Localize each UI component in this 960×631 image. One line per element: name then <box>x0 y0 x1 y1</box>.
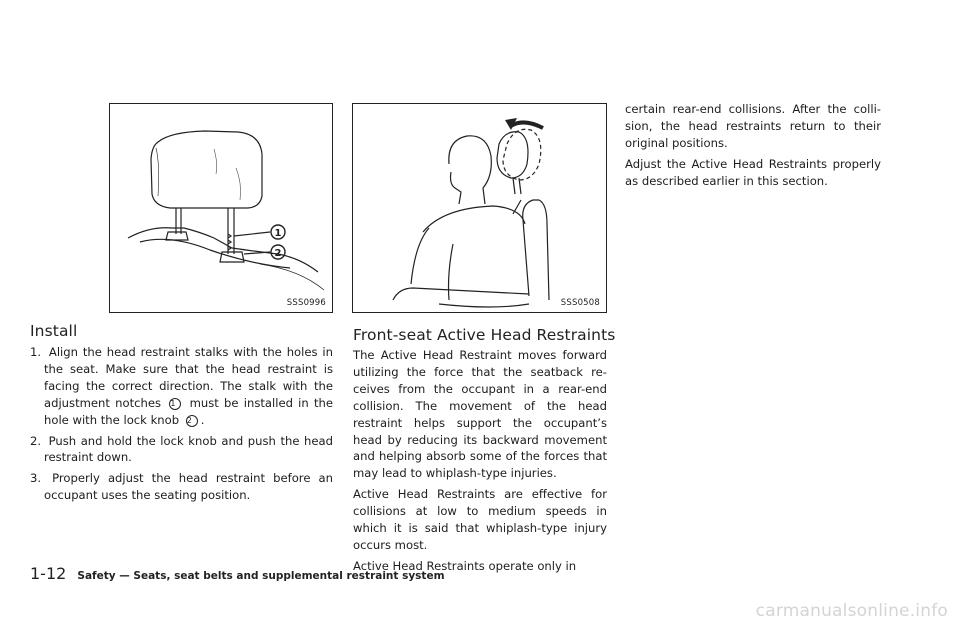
paragraph: Active Head Restraints are effective for collisions at low to medium speeds in which it is said that whiplash-type injury occurs most. <box>353 487 607 552</box>
figure-code: SSS0996 <box>286 298 326 308</box>
install-steps <box>30 344 333 508</box>
right-column-text <box>625 101 881 194</box>
head-restraint-illustration <box>110 104 334 314</box>
active-head-restraints-text <box>353 347 607 579</box>
paragraph: Active Head Restraints operate only in <box>353 558 577 573</box>
section-heading-install: Install <box>30 322 78 340</box>
list-item: 2. Push and hold the lock knob and push the head restraint down. <box>30 433 333 465</box>
page-number: 1-12 <box>30 564 67 583</box>
paragraph: Adjust the Active Head Restraints properly as described earlier in this section. <box>625 156 881 188</box>
list-item: 3. Properly adjust the head restraint before an occupant uses the seating position. <box>30 471 334 503</box>
figure-code: SSS0508 <box>560 298 600 308</box>
paragraph: certain rear-end collisions. After the colli-sion, the head restraints return to their original positions. <box>625 102 881 150</box>
page-footer <box>30 564 445 583</box>
marker-1-icon: 1 <box>169 398 181 410</box>
figure-active-head-restraint <box>352 103 607 313</box>
section-heading-active-head-restraints: Front-seat Active Head Restraints <box>353 326 616 344</box>
paragraph: The Active Head Restraint moves forward utilizing the force that the seatback re-ceives from the occupant in a rear-end collision. The movement of the head restraint helps support the occupant’s head by reducing its backward movement and helping absorb some of the forces that may lead to whiplash-type injuries. <box>353 348 607 481</box>
watermark: carmanualsonline.info <box>755 601 948 621</box>
list-item: 1. Align the head restraint stalks with the holes in the seat. Make sure that the head restraint is facing the correct direction. The stalk with the adjustment notches 1 must be installed in the hole with the lock knob 2 . <box>30 345 334 427</box>
svg-text:1: 1 <box>274 228 282 239</box>
marker-2-icon: 2 <box>186 415 198 427</box>
footer-section-title: Safety — Seats, seat belts and supplemental restraint system <box>77 570 445 582</box>
active-head-restraint-illustration <box>353 104 608 314</box>
svg-text:2: 2 <box>274 248 282 259</box>
figure-head-restraint-install <box>109 103 333 313</box>
